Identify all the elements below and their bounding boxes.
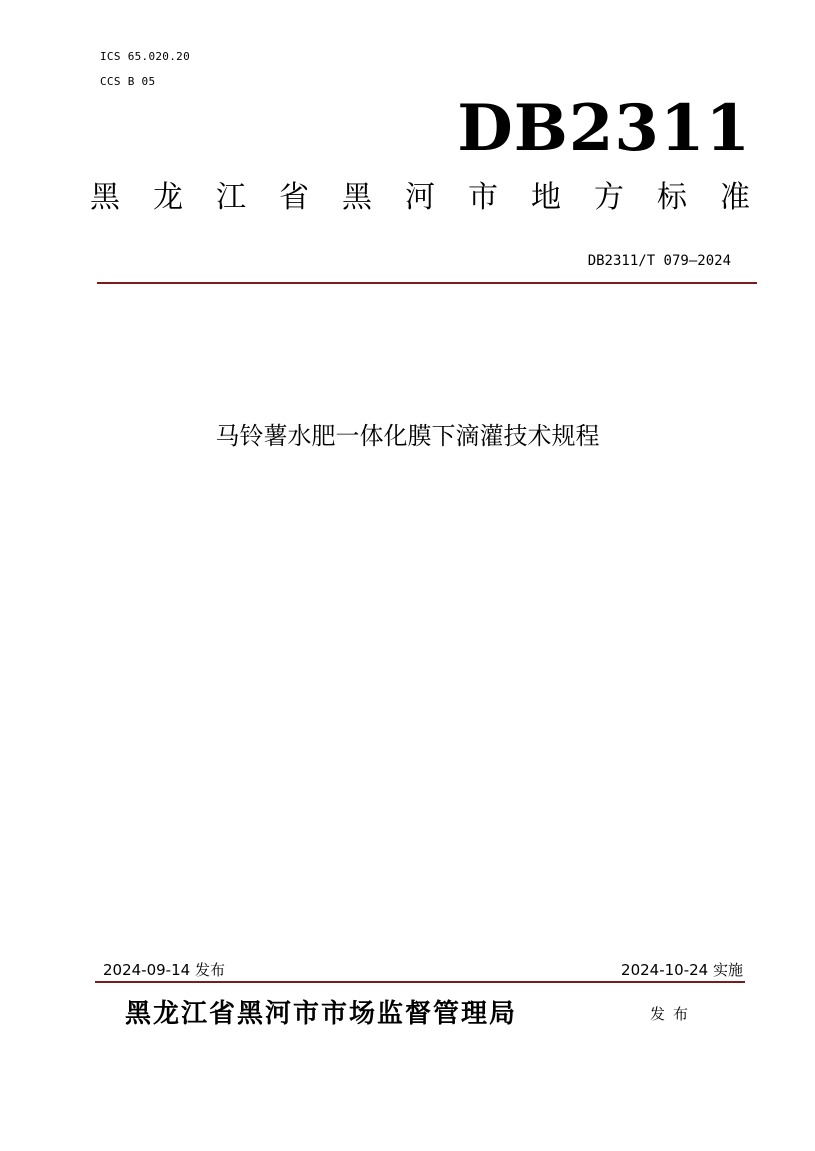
standard-number: DB2311/T 079—2024 bbox=[587, 253, 731, 269]
document-title: 马铃薯水肥一体化膜下滴灌技术规程 bbox=[215, 422, 600, 450]
standard-type-char: 黑 bbox=[342, 180, 372, 215]
standard-type-char: 地 bbox=[531, 180, 561, 215]
standard-type-char: 江 bbox=[216, 180, 246, 215]
standard-type-char: 准 bbox=[720, 180, 750, 215]
standard-type-char: 河 bbox=[405, 180, 435, 215]
standard-code: DB2311 bbox=[457, 91, 751, 166]
publisher-name: 黑龙江省黑河市市场监督管理局 bbox=[125, 999, 518, 1029]
ics-code: ICS 65.020.20 bbox=[100, 50, 190, 63]
standard-type-heading bbox=[90, 178, 750, 218]
ccs-code: CCS B 05 bbox=[100, 75, 156, 88]
implementation-date: 2024-10-24 实施 bbox=[621, 961, 743, 979]
issue-date: 2024-09-14 发布 bbox=[103, 961, 225, 979]
bottom-divider bbox=[95, 981, 745, 983]
standard-type-char: 省 bbox=[279, 180, 309, 215]
standard-type-char: 龙 bbox=[153, 180, 183, 215]
publish-label: 发布 bbox=[650, 1005, 697, 1023]
standard-type-char: 方 bbox=[594, 180, 624, 215]
top-divider bbox=[97, 282, 757, 284]
standard-type-char: 标 bbox=[657, 180, 687, 215]
standard-type-char: 市 bbox=[468, 180, 498, 215]
standard-type-char: 黑 bbox=[90, 180, 120, 215]
